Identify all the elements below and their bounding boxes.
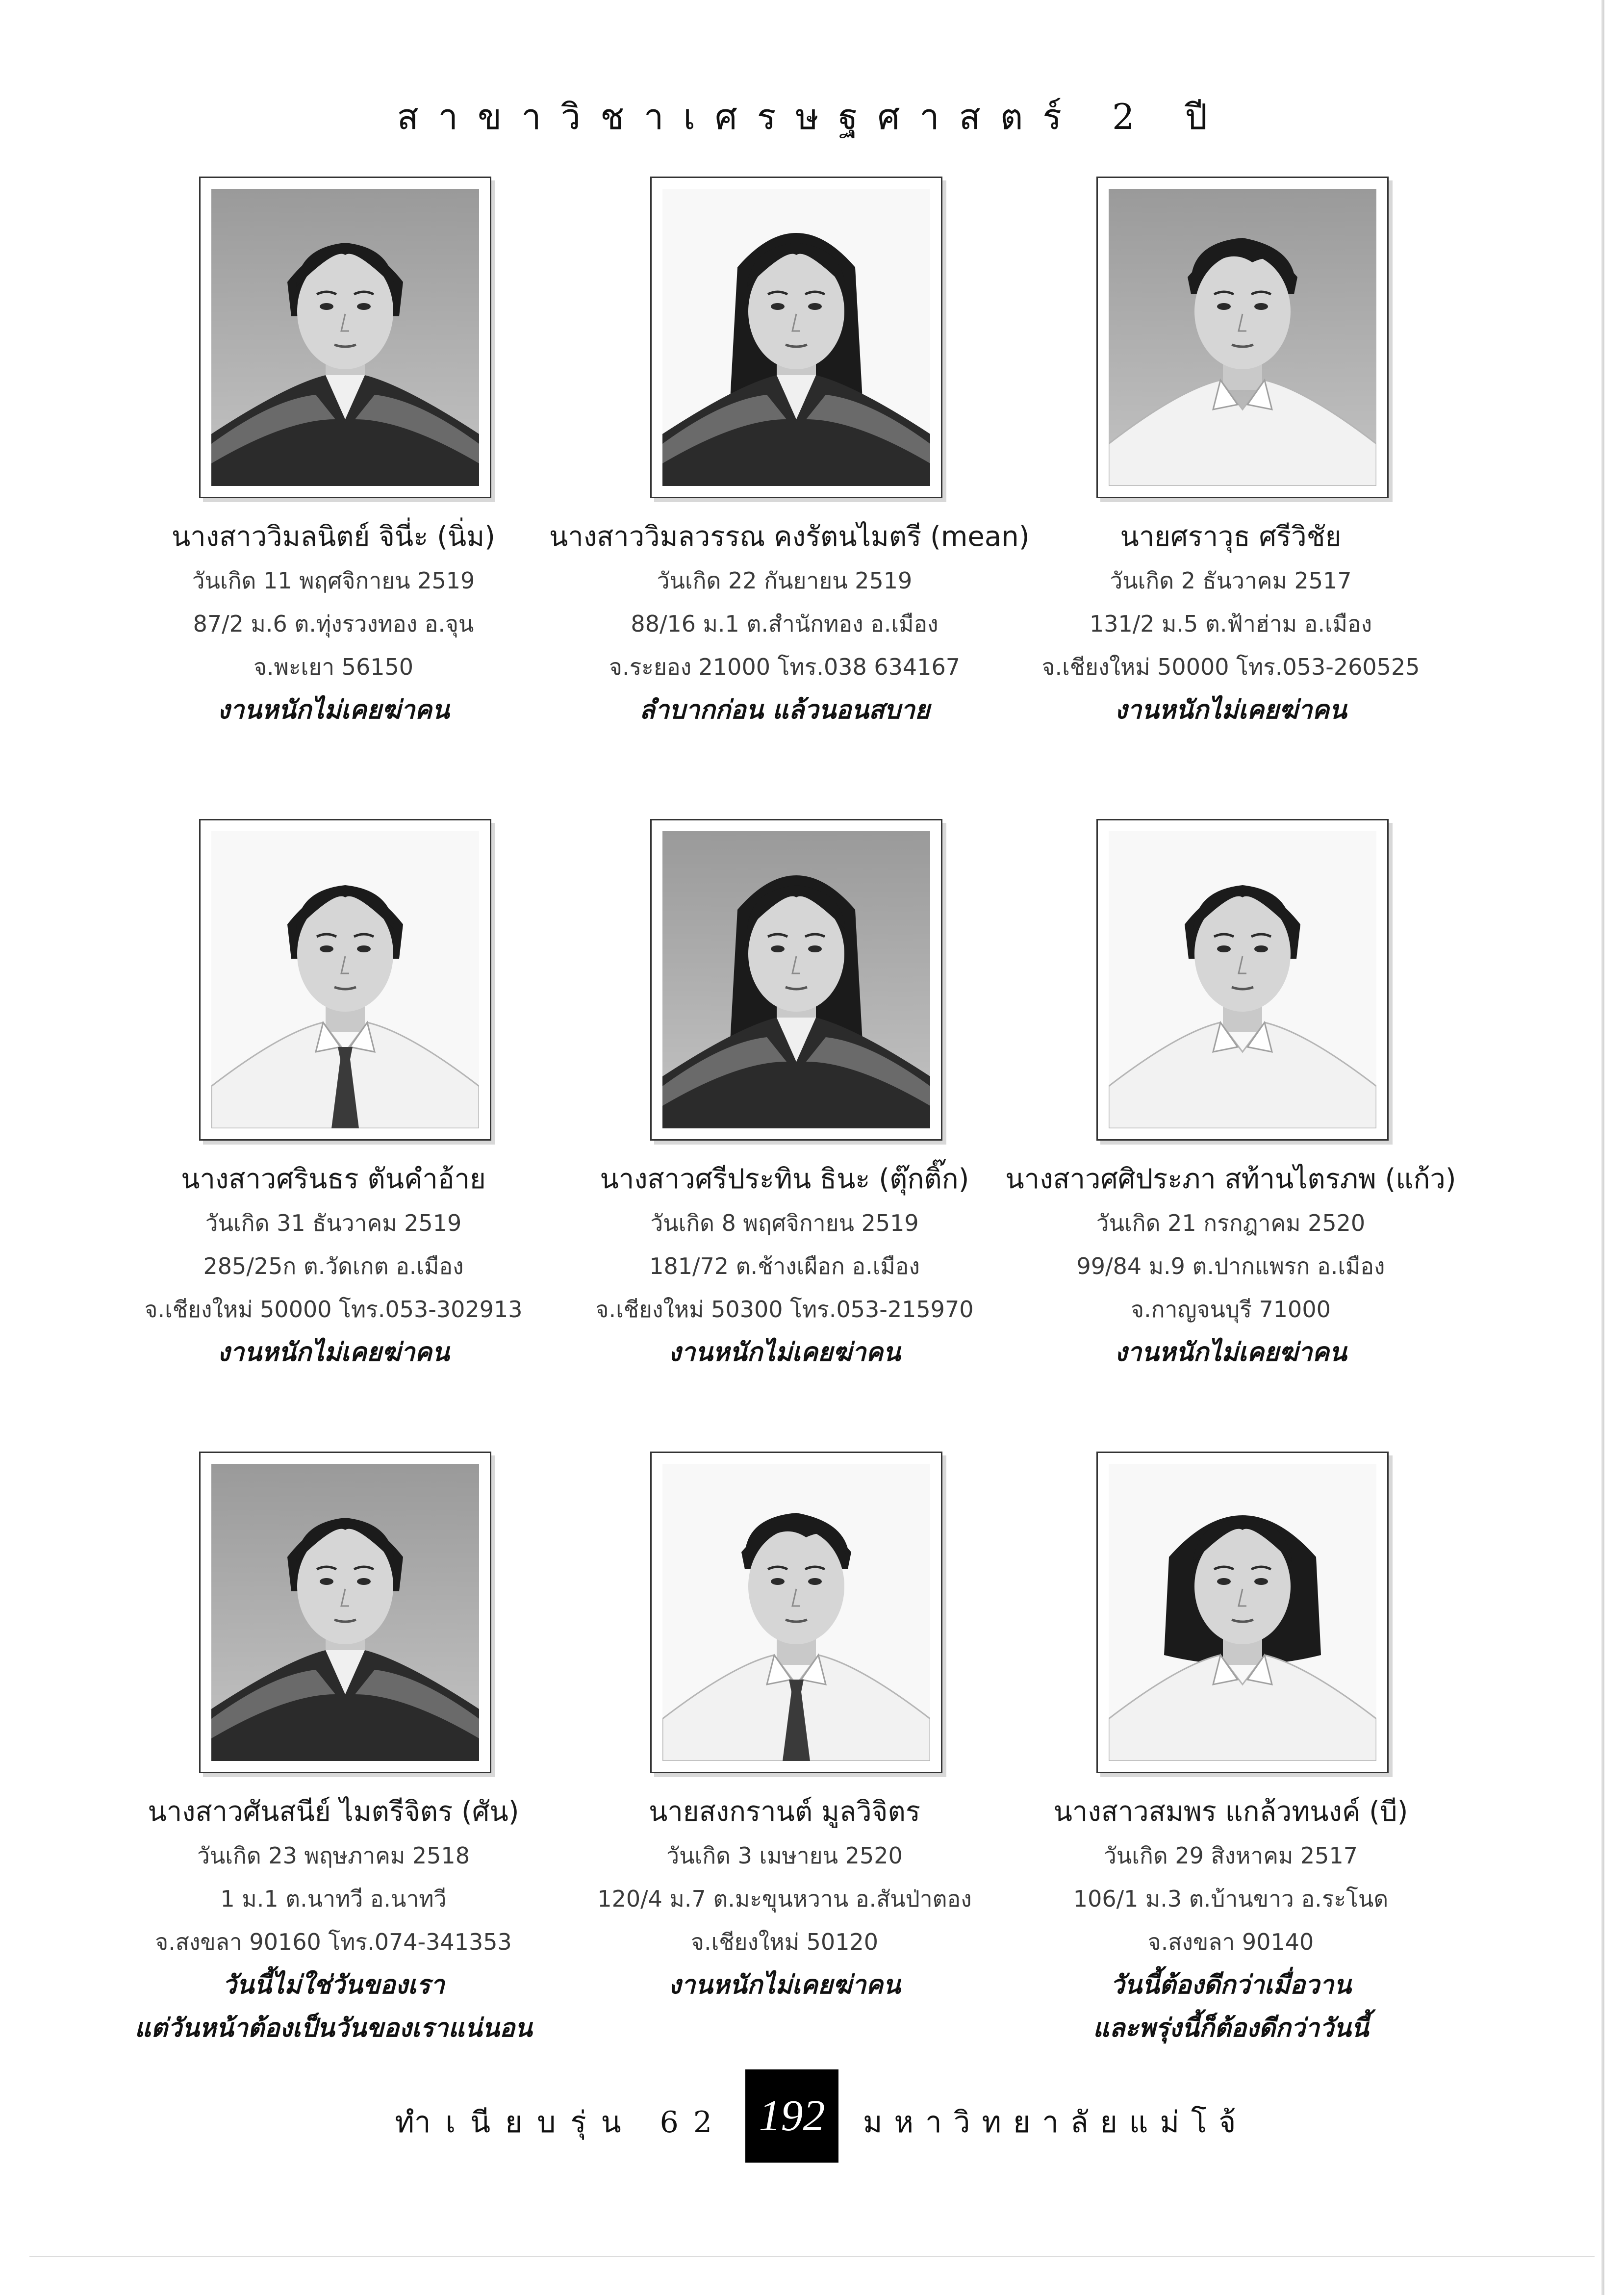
student-birthdate: วันเกิด 23 พฤษภาคม 2518 [197, 1842, 470, 1869]
student-address-line2: จ.เชียงใหม่ 50000 โทร.053-302913 [144, 1296, 523, 1323]
student-motto: งานหนักไม่เคยฆ่าคน [217, 695, 450, 725]
student-name: นายศราวุธ ศรีวิชัย [1120, 521, 1342, 553]
student-info [995, 1157, 1466, 1374]
footer-university-label: มหาวิทยาลัยแม่โจ้ [863, 2105, 1248, 2140]
student-name: นางสาวสมพร แกล้วทนงค์ (บี) [1053, 1796, 1408, 1828]
student-name: นายสงกรานต์ มูลวิจิตร [649, 1796, 920, 1828]
student-birthdate: วันเกิด 8 พฤศจิกายน 2519 [650, 1210, 919, 1236]
student-birthdate: วันเกิด 31 ธันวาคม 2519 [205, 1210, 462, 1236]
student-info [98, 1790, 569, 2050]
student-address-line1: 88/16 ม.1 ต.สำนักทอง อ.เมือง [631, 611, 939, 637]
student-motto: งานหนักไม่เคยฆ่าคน [1115, 695, 1347, 725]
student-photo [199, 177, 491, 498]
student-motto: แต่วันหน้าต้องเป็นวันของเราแน่นอน [134, 2014, 533, 2043]
student-address-line1: 106/1 ม.3 ต.บ้านขาว อ.ระโนด [1073, 1886, 1389, 1912]
student-address-line1: 87/2 ม.6 ต.ทุ่งรวงทอง อ.จุน [193, 611, 474, 637]
student-name: นางสาวศรีประทิน ธินะ (ตุ๊กติ๊ก) [600, 1163, 969, 1195]
student-info [995, 515, 1466, 732]
student-motto: งานหนักไม่เคยฆ่าคน [1115, 1338, 1347, 1367]
student-address-line2: จ.เชียงใหม่ 50300 โทร.053-215970 [595, 1296, 974, 1323]
student-photo [1096, 177, 1389, 498]
student-grid [98, 177, 1520, 2043]
student-address-line1: 131/2 ม.5 ต.ฟ้าฮ่าม อ.เมือง [1089, 611, 1372, 637]
page-footer [0, 2069, 1624, 2163]
student-birthdate: วันเกิด 2 ธันวาคม 2517 [1110, 567, 1352, 594]
page-title: สาขาวิชาเศรษฐศาสตร์ 2 ปี [397, 96, 1227, 137]
student-name: นางสาวศรินธร ตันคำอ้าย [181, 1163, 486, 1195]
student-motto: ลำบากก่อน แล้วนอนสบาย [639, 695, 930, 725]
student-address-line2: จ.เชียงใหม่ 50120 [691, 1929, 878, 1955]
student-info [549, 515, 1030, 732]
student-photo [1096, 1452, 1389, 1773]
portrait-illustration [211, 831, 479, 1128]
portrait-illustration [1109, 831, 1376, 1128]
student-photo [199, 819, 491, 1141]
student-address-line2: จ.พะเยา 56150 [253, 654, 414, 680]
portrait-illustration [1109, 1464, 1376, 1761]
student-info [98, 1157, 569, 1374]
page-bottom-edge [29, 2256, 1595, 2257]
student-photo [650, 177, 942, 498]
student-motto: วันนี้ไม่ใช่วันของเรา [222, 1970, 445, 2000]
student-info [549, 1790, 1020, 2007]
student-info [995, 1790, 1466, 2050]
student-address-line2: จ.สงขลา 90140 [1147, 1929, 1314, 1955]
student-info [98, 515, 569, 732]
page-number: 192 [745, 2069, 838, 2163]
student-photo [1096, 819, 1389, 1141]
student-address-line1: 285/25ก ต.วัดเกต อ.เมือง [203, 1253, 464, 1279]
student-motto: งานหนักไม่เคยฆ่าคน [668, 1970, 901, 2000]
student-motto: งานหนักไม่เคยฆ่าคน [217, 1338, 450, 1367]
student-address-line1: 1 ม.1 ต.นาทวี อ.นาทวี [220, 1886, 447, 1912]
portrait-illustration [662, 189, 930, 486]
portrait-illustration [1109, 189, 1376, 486]
student-info [549, 1157, 1020, 1374]
portrait-illustration [662, 1464, 930, 1761]
portrait-illustration [211, 189, 479, 486]
student-address-line1: 120/4 ม.7 ต.มะขุนหวาน อ.สันป่าตอง [597, 1886, 972, 1912]
student-address-line1: 181/72 ต.ช้างเผือก อ.เมือง [649, 1253, 920, 1279]
student-birthdate: วันเกิด 3 เมษายน 2520 [666, 1842, 903, 1869]
student-address-line2: จ.เชียงใหม่ 50000 โทร.053-260525 [1041, 654, 1420, 680]
student-motto: และพรุ่งนี้ก็ต้องดีกว่าวันนี้ [1092, 2014, 1369, 2043]
portrait-illustration [211, 1464, 479, 1761]
student-motto: วันนี้ต้องดีกว่าเมื่อวาน [1110, 1970, 1351, 2000]
portrait-illustration [662, 831, 930, 1128]
student-name: นางสาววิมลนิตย์ จินี่ะ (นิ่ม) [172, 521, 495, 553]
student-birthdate: วันเกิด 22 กันยายน 2519 [657, 567, 913, 594]
student-name: นางสาวศศิประภา สท้านไตรภพ (แก้ว) [1005, 1163, 1456, 1195]
student-photo [199, 1452, 491, 1773]
student-photo [650, 1452, 942, 1773]
page-edge [1601, 0, 1604, 2295]
student-photo [650, 819, 942, 1141]
student-name: นางสาวศันสนีย์ ไมตรีจิตร (ศัน) [148, 1796, 519, 1828]
student-address-line2: จ.สงขลา 90160 โทร.074-341353 [155, 1929, 512, 1955]
student-address-line2: จ.กาญจนบุรี 71000 [1131, 1296, 1331, 1323]
student-birthdate: วันเกิด 11 พฤศจิกายน 2519 [192, 567, 475, 594]
student-motto: งานหนักไม่เคยฆ่าคน [668, 1338, 901, 1367]
student-address-line1: 99/84 ม.9 ต.ปากแพรก อ.เมือง [1076, 1253, 1385, 1279]
student-birthdate: วันเกิด 29 สิงหาคม 2517 [1104, 1842, 1358, 1869]
student-birthdate: วันเกิด 21 กรกฎาคม 2520 [1096, 1210, 1366, 1236]
student-address-line2: จ.ระยอง 21000 โทร.038 634167 [609, 654, 960, 680]
student-name: นางสาววิมลวรรณ คงรัตนไมตรี (mean) [549, 521, 1030, 553]
footer-yearbook-label: ทำเนียบรุ่น 62 [395, 2105, 727, 2140]
